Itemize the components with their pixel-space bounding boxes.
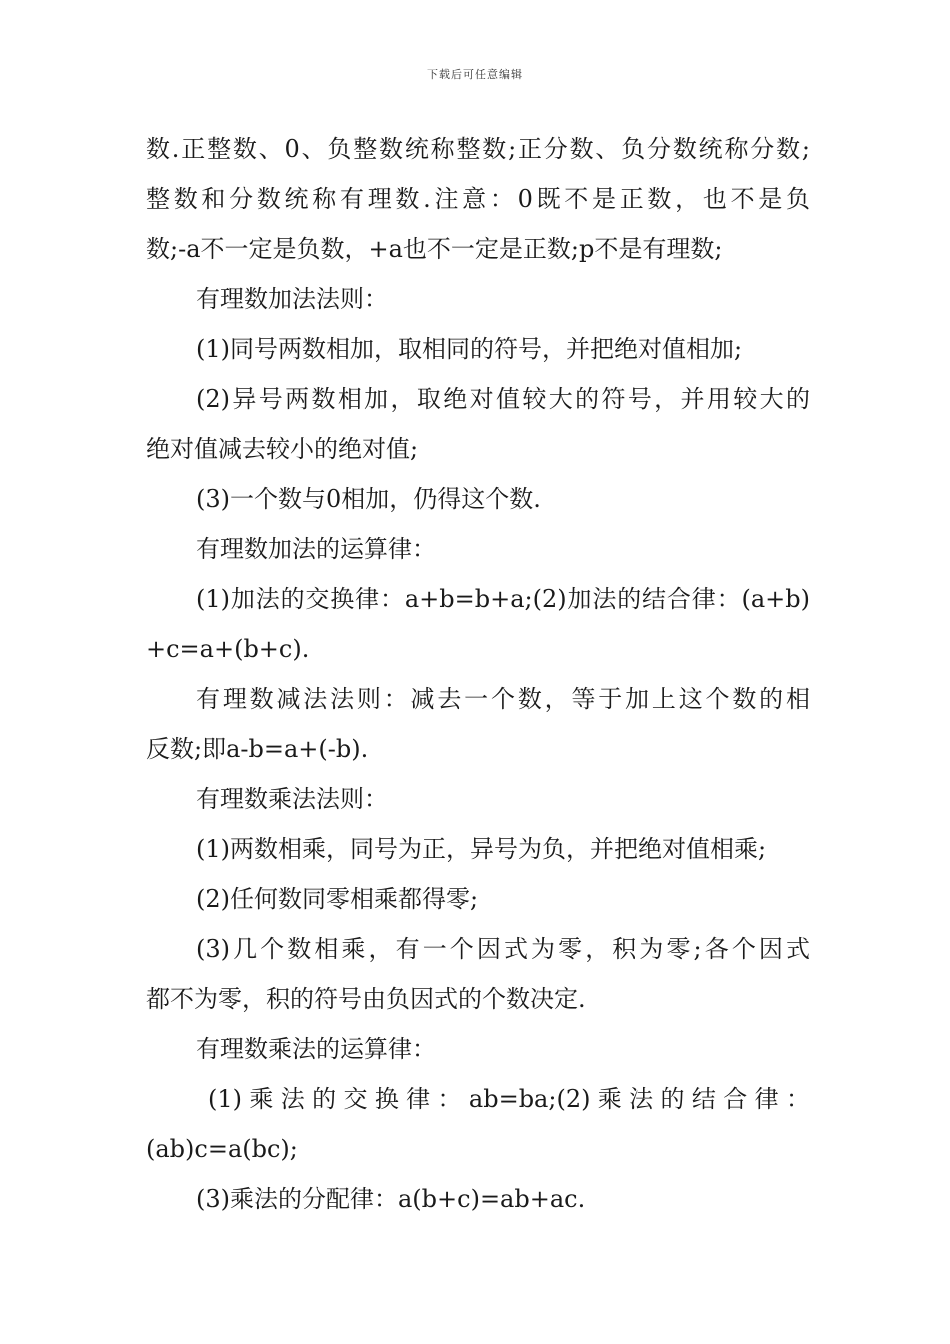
section-heading: 有理数乘法的运算律： xyxy=(196,1035,436,1063)
text-line: (ab)c=a(bc); xyxy=(146,1135,298,1163)
document-body xyxy=(146,124,810,1224)
text-line: (3)乘法的分配律：a(b+c)=ab+ac. xyxy=(196,1185,586,1213)
text-line: +c=a+(b+c). xyxy=(146,635,310,663)
text-line: (1)乘法的交换律：ab=ba;(2)乘法的结合律： xyxy=(208,1085,810,1113)
text-line: (3)几个数相乘，有一个因式为零，积为零;各个因式 xyxy=(196,935,810,963)
text-line: (2)任何数同零相乘都得零; xyxy=(196,885,479,913)
text-line: 数;-a不一定是负数，+a也不一定是正数;p不是有理数; xyxy=(146,235,723,263)
text-line: 有理数减法法则：减去一个数，等于加上这个数的相 xyxy=(196,685,810,713)
text-line: (1)两数相乘，同号为正，异号为负，并把绝对值相乘; xyxy=(196,835,767,863)
text-line: 绝对值减去较小的绝对值; xyxy=(146,435,419,463)
text-line: (1)同号两数相加，取相同的符号，并把绝对值相加; xyxy=(196,335,743,363)
page-header: 下载后可任意编辑 xyxy=(427,68,523,81)
text-line: 数.正整数、0、负整数统称整数;正分数、负分数统称分数; xyxy=(146,135,810,163)
section-heading: 有理数乘法法则： xyxy=(196,785,388,813)
text-line: 都不为零，积的符号由负因式的个数决定. xyxy=(146,985,586,1013)
section-heading: 有理数加法的运算律： xyxy=(196,535,436,563)
section-heading: 有理数加法法则： xyxy=(196,285,388,313)
text-line: (2)异号两数相加，取绝对值较大的符号，并用较大的 xyxy=(196,385,810,413)
text-line: (3)一个数与0相加，仍得这个数. xyxy=(196,485,541,513)
text-line: (1)加法的交换律：a+b=b+a;(2)加法的结合律：(a+b) xyxy=(196,585,810,613)
text-line: 反数;即a-b=a+(-b). xyxy=(146,735,369,763)
text-line: 整数和分数统称有理数.注意：0既不是正数，也不是负 xyxy=(146,185,810,213)
